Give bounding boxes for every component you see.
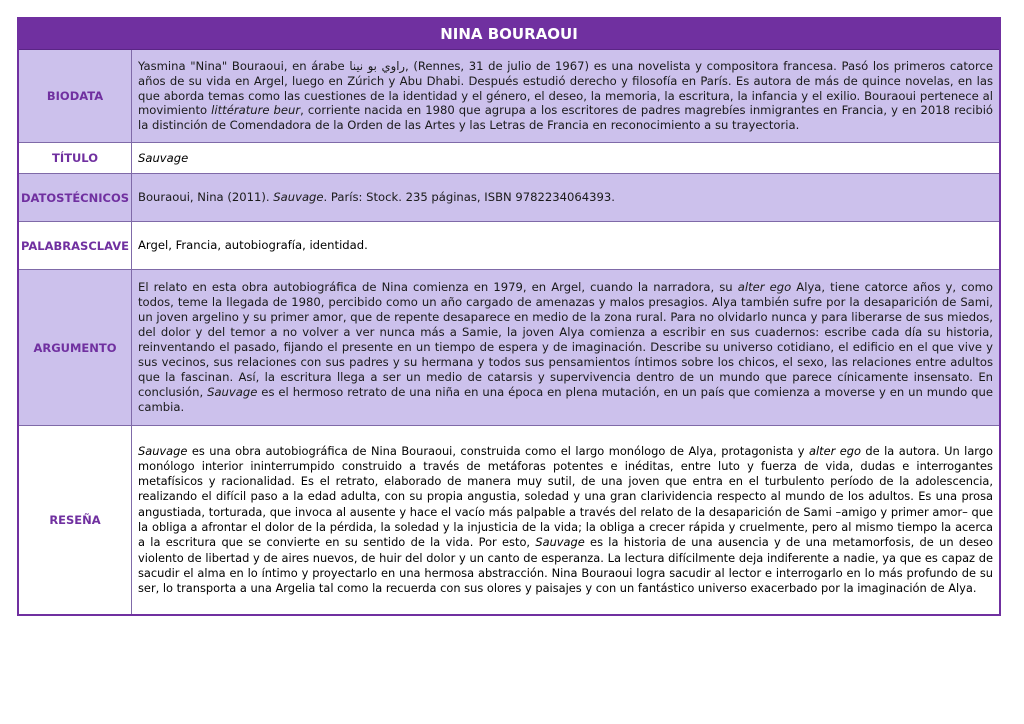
argumento-book-title: Sauvage [207,384,258,399]
titulo-value-cell [132,143,999,173]
biodata-movement-name: littérature beur [211,103,301,118]
resena-text-part-3: es la historia de una ausencia y de una metamorfosis, de un deseo violento de libertad y de aires nuevos, de huir del dolor y un canto de esperanza. La lectura difícilmente deja indiferente a nadie, ya que es capaz de sacudir el alma en lo íntimo y proyectarlo en una hermosa abstracción. Nina Bouraoui logra sacudir al lector e interrogarlo en lo más profundo de su ser, lo transporta a una Argelia tal como la recuerda con sus olores y paisajes y con un fantástico universo exacerbado por la imaginación de Alya. [138,535,993,596]
palabras-clave-cell [132,222,999,269]
resena-text-part-2: de la autora. Un largo monólogo interior ininterrumpido construido a través de metáforas potentes e inéditas, entre luto y fuerza de vida, dudas e interrogantes metafísicos y racionalidad. Es el retrato, elaborado de manera muy sutil, de una joven que entra en el turbulento período de la adolescencia, realizando el difícil paso a la edad adulta, con su propia angustia, soledad y una gran clarividencia respecto al mundo de los adultos. Es una prosa angustiada, torturada, que invoca al ausente y hace el vacío más palpable a través del relato de la desaparición de Sami –amigo y primer amor– que la obliga a afrontar el dolor de la pérdida, la soledad y la injusticia de la vida; la obliga a crecer rápida y cruelmente, pero al mismo tiempo la acerca a la escritura que se convierte en su sentido de la vida. Por esto, [138,443,993,550]
label-palabras-line2: CLAVE [88,238,129,253]
resena-book-title-1: Sauvage [138,443,188,458]
datos-text-part-2: . París: Stock. 235 páginas, ISBN 9782234064393. [323,190,615,205]
argumento-text-part-2: Alya, tiene catorce años y, como todos, teme la llegada de 1980, percibido como un año cargado de amenazas y malos presagios. Alya también sufre por la desaparición de Sami, un joven argelino y su primer amor, que de repente desaparece en medio de la zona rural. Para no olvidarlo nunca y para liberarse de sus miedos, del dolor y del temor a no volver a ver nunca más a Samie, la joven Alya comienza a escribir en sus cuadernos: escribe cada día su historia, reinventando el pasado, fijando el presente en un tiempo de espera y de imaginación. Describe su universo cotidiano, el edificio en el que vive y sus vecinos, sus relaciones con sus padres y su hermana y todos sus pensamientos íntimos sobre los chicos, el sexo, las relaciones entre adultos que la fascinan. Así, la escritura llega a ser un medio de catarsis y supervivencia dentro de un mundo que parece cínicamente insensato. En conclusión, [138,280,994,399]
biodata-text-part-2: , (Rennes, 31 de julio de 1967) es una novelista y compositora francesa. Pasó los primeros catorce años de su vida en Argel, luego en Zúrich y Abu Dhabi. Después estudió derecho y filosofía en París. Es autora de más de quince novelas, en las que aborda temas como las cuestiones de la identidad y el género, el deseo, la memoria, la escritura, la infancia y el exilio. Bouraoui pertenece al movimiento [138,58,993,118]
label-biodata: BIODATA [19,50,132,142]
label-resena: RESEÑA [19,426,132,614]
biodata-text [132,50,999,142]
biodata-text-part-1: Yasmina "Nina" Bouraoui, en árabe [138,58,350,73]
argumento-text-part-3: es el hermoso retrato de una niña en una época en plena mutación, en un país que comienza a moverse y en un mundo que cambia. [138,384,993,414]
resena-alter-ego: alter ego [808,443,861,458]
argumento-text [132,270,999,425]
label-palabras-clave [19,222,132,269]
label-palabras-line1: PALABRAS [21,238,89,253]
palabras-clave-value: Argel, Francia, autobiografía, identidad. [138,238,368,253]
label-datos-line1: DATOS [21,190,65,205]
datos-text-part-1: Bouraoui, Nina (2011). [138,190,274,205]
sheet-title: NINA BOURAOUI [19,19,999,50]
datos-book-title: Sauvage [273,190,324,205]
datos-tecnicos-text [132,174,999,221]
row-datos-tecnicos [19,174,999,222]
biodata-arabic-name: راوي بو نينا [349,58,406,73]
row-biodata [19,50,999,143]
row-titulo [19,143,999,174]
argumento-text-part-1: El relato en esta obra autobiográfica de Nina comienza en 1979, en Argel, cuando la narradora, su [138,280,738,295]
resena-text [132,426,999,614]
biodata-text-part-3: , corriente nacida en 1980 que agrupa a los escritores de padres magrebíes inmigrantes en Francia, y en 2018 recibió la distinción de Comendadora de la Orden de las Artes y las Letras de Francia en reconocimiento a su trayectoria. [138,103,994,133]
argumento-alter-ego: alter ego [737,280,792,295]
row-argumento [19,270,999,426]
resena-book-title-2: Sauvage [535,535,585,550]
label-datos-line2: TÉCNICOS [64,190,130,205]
book-review-sheet [17,17,1001,616]
label-argumento: ARGUMENTO [19,270,132,425]
titulo-value: Sauvage [138,150,189,165]
label-titulo: TÍTULO [19,143,132,173]
label-datos-tecnicos [19,174,132,221]
row-palabras-clave [19,222,999,270]
resena-text-part-1: es una obra autobiográfica de Nina Bouraoui, construida como el largo monólogo de Alya, protagonista y [187,443,809,458]
row-resena [19,426,999,614]
